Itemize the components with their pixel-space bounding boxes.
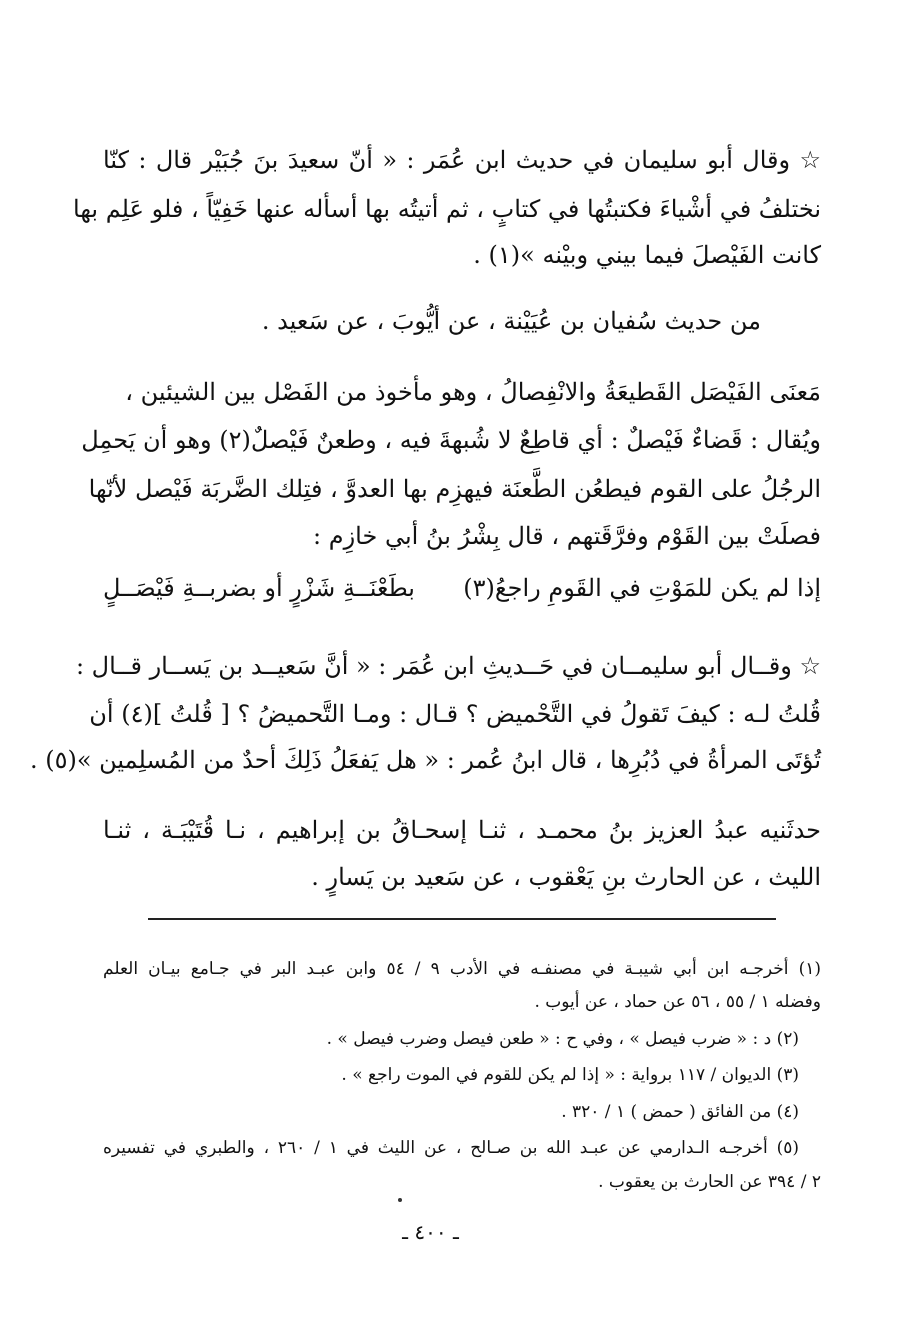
verse-second-hemistich: بطَعْنَــةِ شَزْرٍ أو بضربــةِ فَيْصَــلٍ: [103, 574, 415, 602]
footnote-separator: [148, 918, 776, 920]
body-line: قُلتُ لـه : كيفَ تَقولُ في التَّحْميض ؟ قـال : ومـا التَّحميضُ ؟ [ قُلتُ ](٤) أن: [89, 700, 821, 728]
body-line: حدثَنيه عبدُ العزيز بنُ محمـد ، ثنـا إسحـاقُ بن إبراهيم ، نـا قُتَيْبَـة ، ثنـا: [103, 816, 821, 844]
source-line: من حديث سُفيان بن عُيَيْنة ، عن أيُّوبَ ، عن سَعيد .: [261, 307, 761, 335]
footnote-line: (١) أخرجـه ابن أبي شيبـة في مصنفـه في الأدب ٩ / ٥٤ وابن عبـد البر في جـامع بيـان العلم: [103, 959, 822, 979]
body-line: الليث ، عن الحارث بنِ يَعْقوب ، عن سَعيد بن يَسارٍ .: [311, 863, 821, 891]
body-line: ☆ وقال أبو سليمان في حديث ابن عُمَر : « أنّ سعيدَ بنَ جُبَيْر قال : كنّا: [103, 146, 821, 174]
body-line: ☆ وقــال أبو سليمــان في حَــديثِ ابن عُمَر : « أنَّ سَعيــد بن يَســار قــال :: [75, 652, 821, 680]
body-line: الرجُلُ على القوم فيطعُن الطَّعنَة فيهزِم بها العدوَّ ، فتِلك الضَّربَة فَيْصل لأنّها: [88, 475, 821, 503]
poetry-verse: [103, 568, 821, 608]
body-line: نختلفُ في أشْياءَ فكتبتُها في كتابٍ ، ثم أتيتُه بها أسأله عنها خَفِيّاً ، فلو عَلِم بها: [73, 195, 821, 223]
body-line: كانت الفَيْصلَ فيما بيني وبيْنه »(١) .: [473, 241, 821, 269]
body-line: مَعنَى الفَيْصَل القَطيعَةُ والانْفِصالُ ، وهو مأخوذ من الفَصْل بين الشيئين ،: [125, 378, 821, 406]
footnote-line: وفضله ١ / ٥٥ ، ٥٦ عن حماد ، عن أيوب .: [534, 992, 821, 1012]
footnote-line: (٢) د : « ضرب فيصل » ، وفي ح : « طعن فيصل وضرب فيصل » .: [326, 1029, 799, 1049]
footnote-line: ٢ / ٣٩٤ عن الحارث بن يعقوب .: [598, 1172, 821, 1192]
body-line: ويُقال : قَضاءٌ فَيْصلٌ : أي قاطِعٌ لا شُبهةَ فيه ، وطعنٌ فَيْصلٌ(٢) وهو أن يَحمِل: [81, 426, 821, 454]
body-line: فصلَتْ بين القَوْم وفرَّقَتهم ، قال بِشْرُ بنُ أبي خازِم :: [313, 522, 821, 550]
footnote-line: (٣) الديوان / ١١٧ برواية : « إذا لم يكن للقوم في الموت راجع » .: [341, 1065, 799, 1085]
footnote-line: (٤) من الفائق ( حمض ) ١ / ٣٢٠ .: [561, 1102, 799, 1122]
body-line: تُؤتَى المرأةُ في دُبُرِها ، قال ابنُ عُمر : « هل يَفعَلُ ذَلِكَ أحدٌ من المُسلِمين »(٥) .: [29, 746, 821, 774]
verse-first-hemistich: إذا لم يكن للمَوْتِ في القَومِ راجعُ(٣): [463, 574, 821, 602]
ink-dot: [398, 1198, 402, 1202]
footnote-line: (٥) أخرجـه الـدارمي عن عبـد الله بن صـالح ، عن الليث في ١ / ٢٦٠ ، والطبري في تفسيره: [103, 1138, 799, 1158]
page-number: ـ ٤٠٠ ـ: [402, 1220, 459, 1244]
